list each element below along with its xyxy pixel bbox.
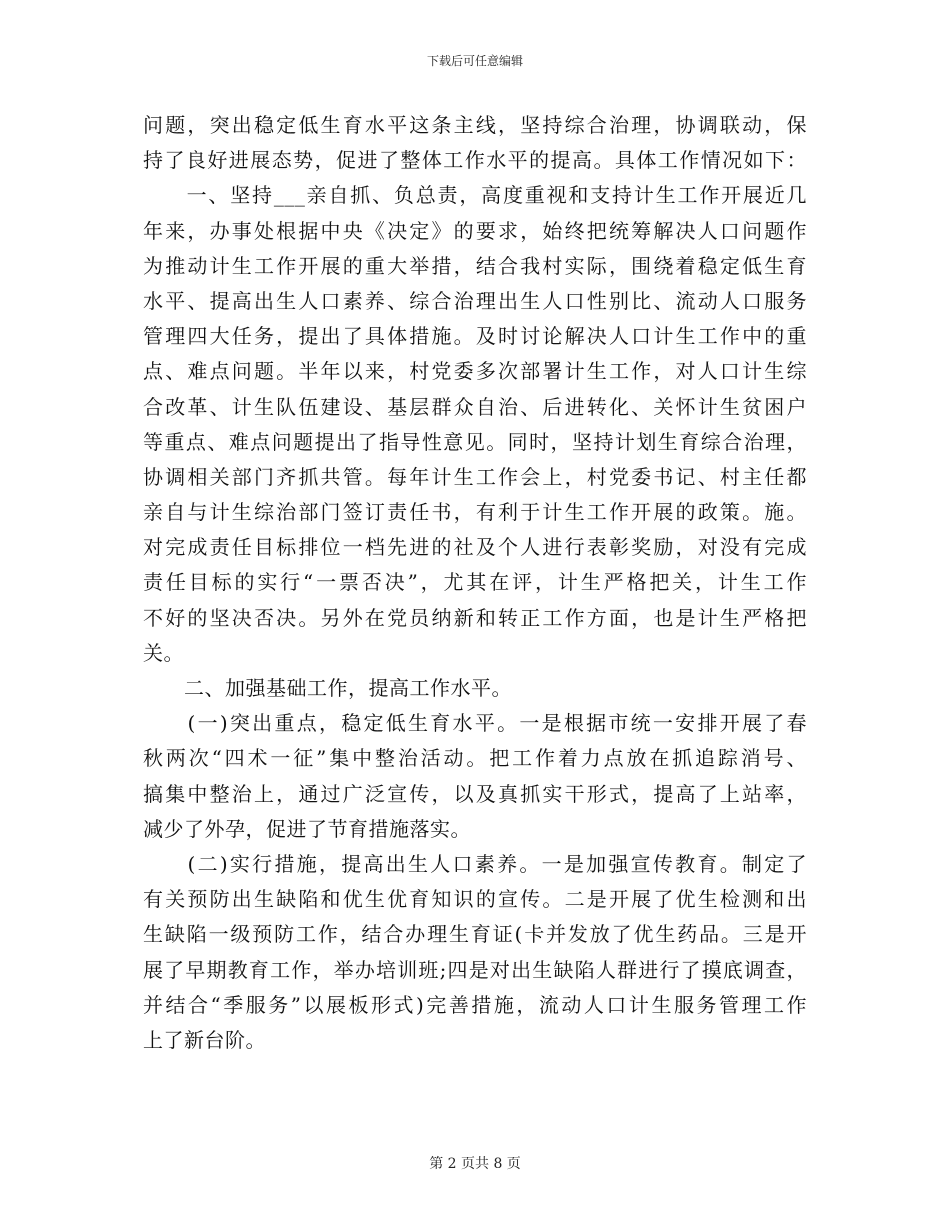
- text-line: 为推动计生工作开展的重大举措，结合我村实际，围绕着稳定低生育: [143, 253, 807, 278]
- text-line: 秋两次“四术一征”集中整治活动。把工作着力点放在抓追踪消号、: [143, 746, 807, 771]
- text-line: 亲自与计生综治部门签订责任书，有利于计生工作开展的政策。施。: [143, 500, 807, 525]
- text-line: 二、加强基础工作，提高工作水平。: [143, 676, 512, 700]
- text-line: 不好的坚决否决。另外在党员纳新和转正工作方面，也是计生严格把: [143, 605, 807, 630]
- text-line: 合改革、计生队伍建设、基层群众自治、后进转化、关怀计生贫困户: [143, 394, 807, 419]
- text-line: 管理四大任务，提出了具体措施。及时讨论解决人口计生工作中的重: [143, 324, 807, 349]
- page-header: 下载后可任意编辑: [426, 54, 523, 68]
- document-body: [143, 108, 807, 1058]
- text-line: 一、坚持___亲自抓、负总责，高度重视和支持计生工作开展近几: [143, 183, 807, 208]
- text-line: 点、难点问题。半年以来，村党委多次部署计生工作，对人口计生综: [143, 359, 807, 384]
- text-line: 关。: [143, 640, 184, 665]
- text-line: 协调相关部门齐抓共管。每年计生工作会上，村党委书记、村主任都: [143, 464, 807, 489]
- text-line: 上了新台阶。: [143, 1027, 266, 1052]
- text-line: (一)突出重点，稳定低生育水平。一是根据市统一安排开展了春: [143, 711, 807, 736]
- text-line: 水平、提高出生人口素养、综合治理出生人口性别比、流动人口服务: [143, 288, 807, 313]
- text-line: 问题，突出稳定低生育水平这条主线，坚持综合治理，协调联动，保: [143, 113, 807, 137]
- text-line: 减少了外孕，促进了节育措施落实。: [143, 816, 471, 841]
- text-line: 对完成责任目标排位一档先进的社及个人进行表彰奖励，对没有完成: [143, 535, 807, 560]
- text-line: 有关预防出生缺陷和优生优育知识的宣传。二是开展了优生检测和出: [143, 887, 807, 912]
- text-line: 搞集中整治上，通过广泛宣传，以及真抓实干形式，提高了上站率，: [143, 781, 807, 806]
- text-line: 持了良好进展态势，促进了整体工作水平的提高。具体工作情况如下：: [143, 148, 807, 173]
- text-line: 并结合“季服务”以展板形式)完善措施，流动人口计生服务管理工作: [143, 992, 807, 1017]
- text-line: (二)实行措施，提高出生人口素养。一是加强宣传教育。制定了: [143, 851, 807, 876]
- text-line: 责任目标的实行“一票否决”，尤其在评，计生严格把关，计生工作: [143, 570, 807, 595]
- text-line: 生缺陷一级预防工作，结合办理生育证(卡并发放了优生药品。三是开: [143, 922, 807, 947]
- text-line: 展了早期教育工作，举办培训班;四是对出生缺陷人群进行了摸底调查，: [143, 957, 807, 982]
- page-footer: 第 2 页共 8 页: [429, 1156, 521, 1172]
- text-line: 等重点、难点问题提出了指导性意见。同时，坚持计划生育综合治理，: [143, 429, 807, 454]
- text-line: 年来，办事处根据中央《决定》的要求，始终把统筹解决人口问题作: [143, 218, 807, 243]
